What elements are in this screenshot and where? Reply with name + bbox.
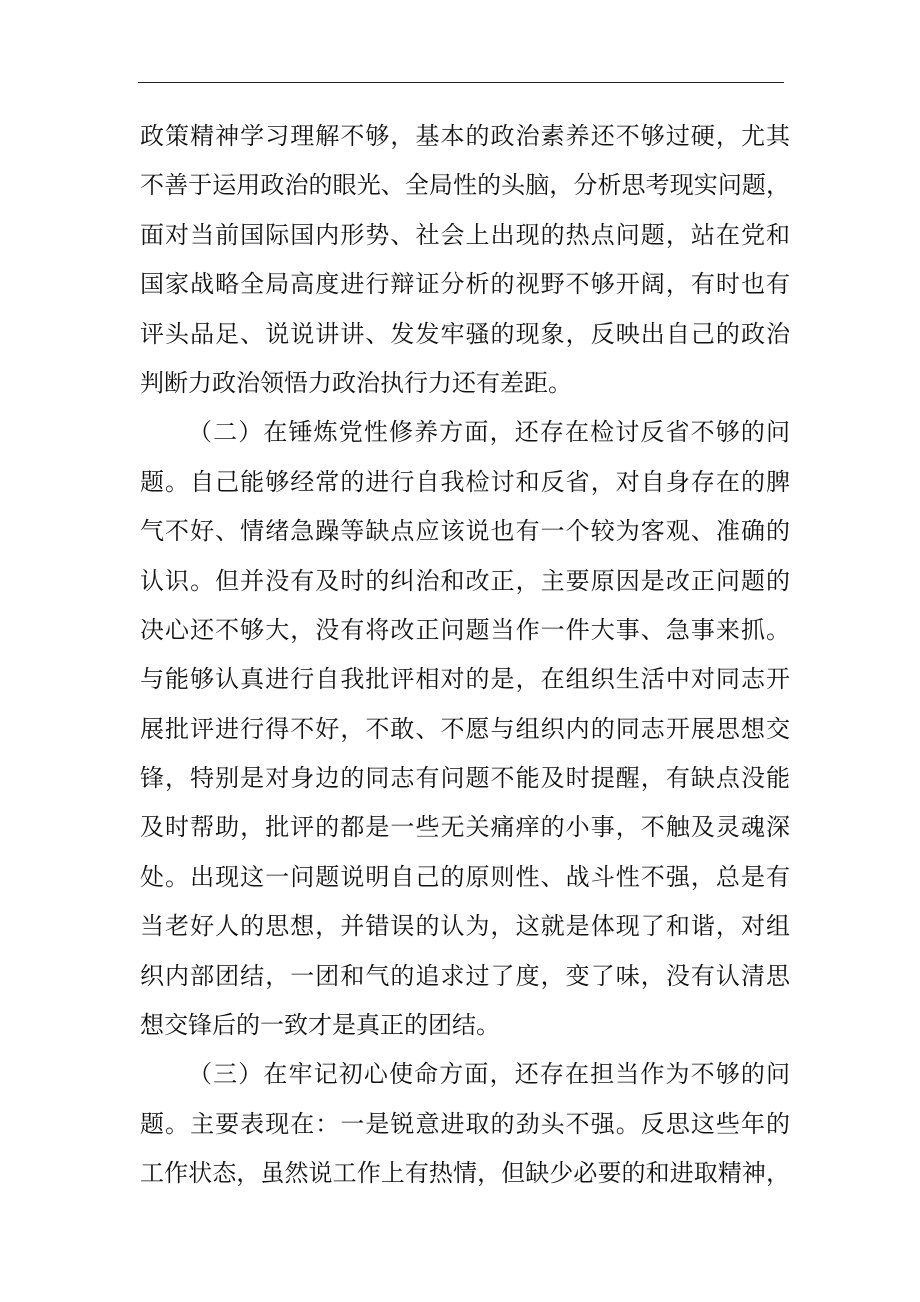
paragraph-line: 面对当前国际国内形势、社会上出现的热点问题，站在党和 bbox=[140, 220, 790, 249]
paragraph-line: 政策精神学习理解不够，基本的政治素养还不够过硬，尤其 bbox=[140, 122, 790, 150]
header-rule bbox=[138, 82, 784, 83]
paragraph-line: 当老好人的思想，并错误的认为，这就是体现了和谐，对组 bbox=[140, 912, 790, 941]
paragraph-line: 展批评进行得不好，不敢、不愿与组织内的同志开展思想交 bbox=[140, 714, 790, 743]
paragraph-line: 题。自己能够经常的进行自我检讨和反省，对自身存在的脾 bbox=[140, 467, 790, 496]
paragraph-line: 认识。但并没有及时的纠治和改正，主要原因是改正问题的 bbox=[140, 566, 790, 595]
section-three-heading-line: （三）在牢记初心使命方面，还存在担当作为不够的问 bbox=[188, 1060, 790, 1089]
paragraph-line: 题。主要表现在：一是锐意进取的劲头不强。反思这些年的 bbox=[140, 1109, 790, 1138]
paragraph-line: 国家战略全局高度进行辩证分析的视野不够开阔，有时也有 bbox=[140, 270, 790, 299]
paragraph-line: 处。出现这一问题说明自己的原则性、战斗性不强，总是有 bbox=[140, 862, 790, 891]
paragraph-line: 气不好、情绪急躁等缺点应该说也有一个较为客观、准确的 bbox=[140, 517, 790, 546]
paragraph-line: 锋，特别是对身边的同志有问题不能及时提醒，有缺点没能 bbox=[140, 764, 790, 793]
paragraph-line: 评头品足、说说讲讲、发发牢骚的现象，反映出自己的政治 bbox=[140, 319, 790, 348]
section-two-heading-line: （二）在锤炼党性修养方面，还存在检讨反省不够的问 bbox=[188, 418, 790, 447]
paragraph-line: 工作状态，虽然说工作上有热情，但缺少必要的和进取精神， bbox=[140, 1159, 790, 1188]
paragraph-line: 织内部团结，一团和气的追求过了度，变了味，没有认清思 bbox=[140, 961, 790, 990]
paragraph-line: 与能够认真进行自我批评相对的是，在组织生活中对同志开 bbox=[140, 665, 790, 694]
paragraph-line: 想交锋后的一致才是真正的团结。 bbox=[140, 1011, 500, 1040]
paragraph-line: 不善于运用政治的眼光、全局性的头脑，分析思考现实问题， bbox=[140, 171, 790, 200]
paragraph-line: 判断力政治领悟力政治执行力还有差距。 bbox=[140, 368, 572, 397]
paragraph-line: 决心还不够大，没有将改正问题当作一件大事、急事来抓。 bbox=[140, 615, 790, 644]
document-body bbox=[140, 112, 790, 1199]
paragraph-line: 及时帮助，批评的都是一些无关痛痒的小事，不触及灵魂深 bbox=[140, 813, 790, 842]
